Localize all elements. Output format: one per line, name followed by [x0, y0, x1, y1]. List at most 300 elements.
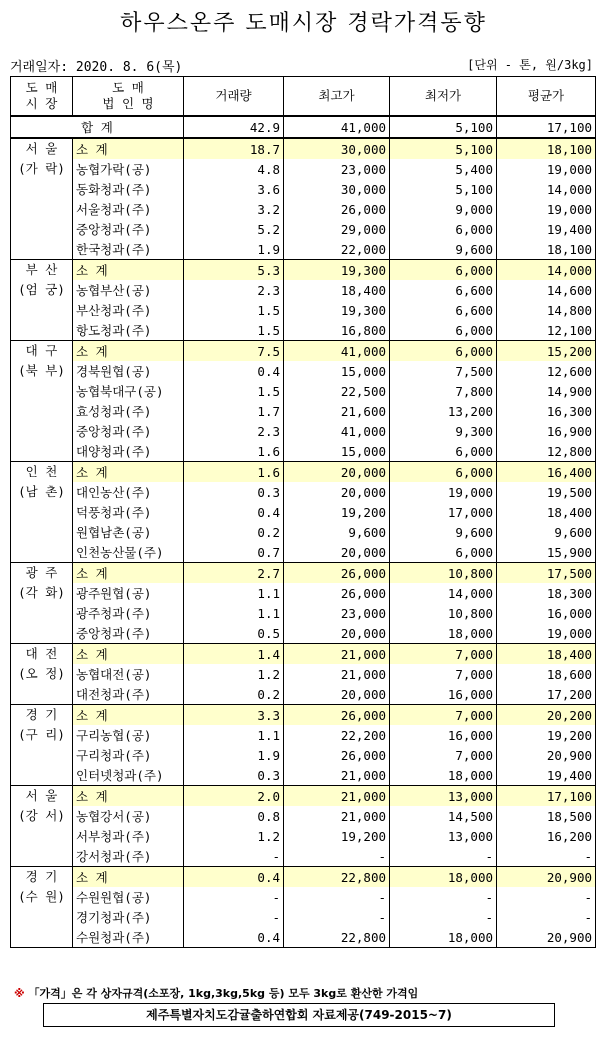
min-price-cell: - [390, 907, 497, 927]
volume-cell: 5.2 [184, 219, 284, 239]
max-price-cell: 21,000 [284, 786, 390, 807]
subtotal-row [11, 138, 596, 159]
market-name: 부 산 [11, 260, 73, 281]
max-price-cell: 22,800 [284, 927, 390, 948]
company-row [11, 603, 596, 623]
company-row [11, 927, 596, 948]
volume-cell: 1.6 [184, 462, 284, 483]
market-name: 서 울 [11, 786, 73, 807]
company-name: 대인농산(주) [73, 482, 184, 502]
volume-cell: 1.2 [184, 664, 284, 684]
max-price-cell: 26,000 [284, 583, 390, 603]
min-price-cell: 9,000 [390, 199, 497, 219]
market-location: (각 화) [11, 583, 73, 603]
volume-cell: 3.6 [184, 179, 284, 199]
avg-price-cell: 20,900 [497, 867, 596, 888]
min-price-cell: 7,000 [390, 745, 497, 765]
min-price-cell: 5,100 [390, 179, 497, 199]
company-name: 수원청과(주) [73, 927, 184, 948]
min-price-cell: 17,000 [390, 502, 497, 522]
avg-price-cell: 19,000 [497, 199, 596, 219]
max-price-cell: 29,000 [284, 219, 390, 239]
volume-cell: 1.5 [184, 300, 284, 320]
max-price-cell: 22,800 [284, 867, 390, 888]
volume-cell: 18.7 [184, 138, 284, 159]
unit-label: [단위 - 톤, 원/3kg] [467, 58, 593, 72]
company-row [11, 522, 596, 542]
min-price-cell: 6,000 [390, 341, 497, 362]
market-name: 경 기 [11, 705, 73, 726]
company-name: 한국청과(주) [73, 239, 184, 260]
avg-price-cell: 20,900 [497, 927, 596, 948]
avg-price-cell: 17,200 [497, 684, 596, 705]
min-price-cell: 13,200 [390, 401, 497, 421]
market-cell [11, 441, 73, 462]
volume-cell: 1.4 [184, 644, 284, 665]
min-price-cell: 14,500 [390, 806, 497, 826]
market-name: 광 주 [11, 563, 73, 584]
company-row [11, 300, 596, 320]
min-price-cell: 10,800 [390, 563, 497, 584]
avg-price-cell: 18,400 [497, 502, 596, 522]
min-price-cell: 18,000 [390, 867, 497, 888]
market-cell [11, 765, 73, 786]
volume-cell: 1.9 [184, 745, 284, 765]
market-cell [11, 381, 73, 401]
avg-price-cell: 19,400 [497, 219, 596, 239]
max-price-cell: 18,400 [284, 280, 390, 300]
volume-cell: 1.1 [184, 603, 284, 623]
volume-cell: 0.3 [184, 765, 284, 786]
market-cell [11, 239, 73, 260]
volume-cell: 0.7 [184, 542, 284, 563]
min-price-cell: - [390, 846, 497, 867]
subtotal-row [11, 644, 596, 665]
avg-price-cell: 14,600 [497, 280, 596, 300]
min-price-cell: 6,000 [390, 260, 497, 281]
volume-cell: 1.1 [184, 725, 284, 745]
max-price-cell: 41,000 [284, 341, 390, 362]
market-location: (남 촌) [11, 482, 73, 502]
max-price-cell: 20,000 [284, 542, 390, 563]
max-price-cell: 9,600 [284, 522, 390, 542]
volume-cell: - [184, 887, 284, 907]
min-price-cell: 6,000 [390, 462, 497, 483]
max-price-cell: 21,000 [284, 806, 390, 826]
company-name: 덕풍청과(주) [73, 502, 184, 522]
company-row [11, 199, 596, 219]
market-name: 서 울 [11, 138, 73, 159]
total-row [11, 116, 596, 138]
max-price-cell: 21,000 [284, 664, 390, 684]
company-name: 농협강서(공) [73, 806, 184, 826]
company-row [11, 219, 596, 239]
company-name: 경기청과(주) [73, 907, 184, 927]
avg-price-cell: - [497, 887, 596, 907]
min-price-cell: 9,300 [390, 421, 497, 441]
min-price-cell: 6,600 [390, 300, 497, 320]
footnote [14, 985, 418, 1001]
market-cell [11, 927, 73, 948]
min-price-cell: 6,000 [390, 542, 497, 563]
max-price-cell: 41,000 [284, 421, 390, 441]
company-name: 대전청과(주) [73, 684, 184, 705]
company-row [11, 280, 596, 300]
company-name: 구리청과(주) [73, 745, 184, 765]
company-row [11, 401, 596, 421]
min-price-cell: 9,600 [390, 239, 497, 260]
avg-price-cell: 16,200 [497, 826, 596, 846]
max-price-cell: - [284, 907, 390, 927]
company-name: 중앙청과(주) [73, 623, 184, 644]
volume-cell: 7.5 [184, 341, 284, 362]
total-max: 41,000 [284, 116, 390, 138]
volume-cell: 0.3 [184, 482, 284, 502]
company-name: 중앙청과(주) [73, 421, 184, 441]
header-row [11, 77, 596, 117]
max-price-cell: 23,000 [284, 603, 390, 623]
company-name: 효성청과(주) [73, 401, 184, 421]
avg-price-cell: 19,000 [497, 159, 596, 179]
volume-cell: 0.2 [184, 522, 284, 542]
min-price-cell: 7,500 [390, 361, 497, 381]
company-name: 원협남촌(공) [73, 522, 184, 542]
market-location: (북 부) [11, 361, 73, 381]
company-name: 구리농협(공) [73, 725, 184, 745]
volume-cell: 0.4 [184, 502, 284, 522]
header-company: 도 매 법 인 명 [73, 77, 184, 117]
avg-price-cell: 19,000 [497, 623, 596, 644]
max-price-cell: 26,000 [284, 705, 390, 726]
company-row [11, 846, 596, 867]
avg-price-cell: - [497, 907, 596, 927]
avg-price-cell: 17,500 [497, 563, 596, 584]
min-price-cell: 5,400 [390, 159, 497, 179]
max-price-cell: 30,000 [284, 138, 390, 159]
volume-cell: 1.1 [184, 583, 284, 603]
max-price-cell: 19,300 [284, 260, 390, 281]
company-name: 인천농산물(주) [73, 542, 184, 563]
company-row [11, 806, 596, 826]
volume-cell: 5.3 [184, 260, 284, 281]
min-price-cell: - [390, 887, 497, 907]
avg-price-cell: 19,500 [497, 482, 596, 502]
header-min: 최저가 [390, 77, 497, 117]
max-price-cell: 21,600 [284, 401, 390, 421]
company-name: 경북원협(공) [73, 361, 184, 381]
company-name: 소 계 [73, 260, 184, 281]
avg-price-cell: 16,300 [497, 401, 596, 421]
max-price-cell: 20,000 [284, 462, 390, 483]
min-price-cell: 7,000 [390, 705, 497, 726]
volume-cell: 2.0 [184, 786, 284, 807]
min-price-cell: 13,000 [390, 786, 497, 807]
avg-price-cell: 16,900 [497, 421, 596, 441]
market-cell [11, 623, 73, 644]
company-name: 서부청과(주) [73, 826, 184, 846]
avg-price-cell: 18,400 [497, 644, 596, 665]
company-name: 농협가락(공) [73, 159, 184, 179]
market-cell [11, 300, 73, 320]
header-volume: 거래량 [184, 77, 284, 117]
max-price-cell: 16,800 [284, 320, 390, 341]
max-price-cell: - [284, 846, 390, 867]
subtotal-row [11, 260, 596, 281]
company-row [11, 179, 596, 199]
avg-price-cell: - [497, 846, 596, 867]
avg-price-cell: 14,000 [497, 179, 596, 199]
avg-price-cell: 16,400 [497, 462, 596, 483]
volume-cell: 0.4 [184, 361, 284, 381]
max-price-cell: 26,000 [284, 563, 390, 584]
avg-price-cell: 12,100 [497, 320, 596, 341]
min-price-cell: 18,000 [390, 927, 497, 948]
company-name: 소 계 [73, 341, 184, 362]
avg-price-cell: 20,900 [497, 745, 596, 765]
avg-price-cell: 18,300 [497, 583, 596, 603]
market-location: (강 서) [11, 806, 73, 826]
avg-price-cell: 15,200 [497, 341, 596, 362]
market-cell [11, 603, 73, 623]
market-cell [11, 745, 73, 765]
min-price-cell: 6,000 [390, 441, 497, 462]
company-row [11, 684, 596, 705]
max-price-cell: 26,000 [284, 199, 390, 219]
market-cell [11, 907, 73, 927]
company-name: 농협부산(공) [73, 280, 184, 300]
page-title: 하우스온주 도매시장 경락가격동향 [120, 11, 487, 36]
volume-cell: 2.7 [184, 563, 284, 584]
company-row [11, 381, 596, 401]
min-price-cell: 6,600 [390, 280, 497, 300]
min-price-cell: 13,000 [390, 826, 497, 846]
avg-price-cell: 12,600 [497, 361, 596, 381]
min-price-cell: 6,000 [390, 320, 497, 341]
company-name: 농협북대구(공) [73, 381, 184, 401]
company-row [11, 745, 596, 765]
volume-cell: 1.9 [184, 239, 284, 260]
min-price-cell: 19,000 [390, 482, 497, 502]
total-min: 5,100 [390, 116, 497, 138]
company-name: 서울청과(주) [73, 199, 184, 219]
company-name: 항도청과(주) [73, 320, 184, 341]
volume-cell: 0.4 [184, 927, 284, 948]
market-location: (오 정) [11, 664, 73, 684]
avg-price-cell: 14,800 [497, 300, 596, 320]
min-price-cell: 7,000 [390, 664, 497, 684]
max-price-cell: 23,000 [284, 159, 390, 179]
footnote-text: 「가격」은 각 상자규격(소포장, 1kg,3kg,5kg 등) 모두 3kg로 환산한 가격임 [28, 987, 419, 1000]
company-name: 소 계 [73, 138, 184, 159]
total-volume: 42.9 [184, 116, 284, 138]
company-row [11, 239, 596, 260]
max-price-cell: 30,000 [284, 179, 390, 199]
company-row [11, 664, 596, 684]
market-cell [11, 502, 73, 522]
min-price-cell: 7,000 [390, 644, 497, 665]
market-name: 경 기 [11, 867, 73, 888]
avg-price-cell: 18,600 [497, 664, 596, 684]
footnote-mark: ※ [14, 987, 25, 1000]
company-name: 농협대전(공) [73, 664, 184, 684]
volume-cell: 3.2 [184, 199, 284, 219]
company-row [11, 320, 596, 341]
min-price-cell: 14,000 [390, 583, 497, 603]
min-price-cell: 10,800 [390, 603, 497, 623]
company-row [11, 826, 596, 846]
company-name: 강서청과(주) [73, 846, 184, 867]
avg-price-cell: 17,100 [497, 786, 596, 807]
market-name: 대 구 [11, 341, 73, 362]
company-row [11, 421, 596, 441]
company-row [11, 887, 596, 907]
market-name: 대 전 [11, 644, 73, 665]
company-name: 소 계 [73, 644, 184, 665]
market-location: (가 락) [11, 159, 73, 179]
total-avg: 17,100 [497, 116, 596, 138]
max-price-cell: 21,000 [284, 765, 390, 786]
avg-price-cell: 12,800 [497, 441, 596, 462]
company-row [11, 542, 596, 563]
volume-cell: - [184, 907, 284, 927]
max-price-cell: 20,000 [284, 623, 390, 644]
market-cell [11, 421, 73, 441]
price-table [10, 76, 596, 948]
market-cell [11, 684, 73, 705]
max-price-cell: 22,200 [284, 725, 390, 745]
volume-cell: 0.2 [184, 684, 284, 705]
total-label: 합 계 [11, 116, 184, 138]
market-location: (수 원) [11, 887, 73, 907]
subtotal-row [11, 705, 596, 726]
company-row [11, 907, 596, 927]
market-cell [11, 542, 73, 563]
header-market: 도 매 시 장 [11, 77, 73, 117]
min-price-cell: 18,000 [390, 623, 497, 644]
source-box: 제주특별자치도감귤출하연합회 자료제공(749-2015~7) [43, 1003, 555, 1027]
min-price-cell: 7,800 [390, 381, 497, 401]
min-price-cell: 16,000 [390, 725, 497, 745]
market-cell [11, 401, 73, 421]
market-cell [11, 846, 73, 867]
company-row [11, 623, 596, 644]
company-name: 부산청과(주) [73, 300, 184, 320]
company-row [11, 502, 596, 522]
min-price-cell: 16,000 [390, 684, 497, 705]
market-cell [11, 826, 73, 846]
min-price-cell: 18,000 [390, 765, 497, 786]
header-avg: 평균가 [497, 77, 596, 117]
avg-price-cell: 9,600 [497, 522, 596, 542]
market-cell [11, 219, 73, 239]
max-price-cell: 26,000 [284, 745, 390, 765]
avg-price-cell: 18,500 [497, 806, 596, 826]
subtotal-row [11, 341, 596, 362]
company-name: 동화청과(주) [73, 179, 184, 199]
volume-cell: 3.3 [184, 705, 284, 726]
company-row [11, 725, 596, 745]
volume-cell: 1.7 [184, 401, 284, 421]
market-cell [11, 320, 73, 341]
min-price-cell: 6,000 [390, 219, 497, 239]
avg-price-cell: 14,900 [497, 381, 596, 401]
max-price-cell: 22,000 [284, 239, 390, 260]
company-name: 대양청과(주) [73, 441, 184, 462]
max-price-cell: 15,000 [284, 361, 390, 381]
company-row [11, 361, 596, 381]
market-location: (구 리) [11, 725, 73, 745]
company-row [11, 441, 596, 462]
market-name: 인 천 [11, 462, 73, 483]
max-price-cell: 20,000 [284, 684, 390, 705]
market-cell [11, 199, 73, 219]
max-price-cell: 19,300 [284, 300, 390, 320]
company-row [11, 482, 596, 502]
company-name: 소 계 [73, 462, 184, 483]
volume-cell: 0.5 [184, 623, 284, 644]
company-name: 광주청과(주) [73, 603, 184, 623]
company-name: 소 계 [73, 867, 184, 888]
volume-cell: 0.8 [184, 806, 284, 826]
company-name: 중앙청과(주) [73, 219, 184, 239]
avg-price-cell: 16,000 [497, 603, 596, 623]
volume-cell: 4.8 [184, 159, 284, 179]
avg-price-cell: 14,000 [497, 260, 596, 281]
trade-date: 거래일자: 2020. 8. 6(목) [10, 60, 183, 75]
avg-price-cell: 18,100 [497, 239, 596, 260]
company-name: 소 계 [73, 786, 184, 807]
min-price-cell: 5,100 [390, 138, 497, 159]
max-price-cell: 21,000 [284, 644, 390, 665]
volume-cell: 0.4 [184, 867, 284, 888]
min-price-cell: 9,600 [390, 522, 497, 542]
max-price-cell: 20,000 [284, 482, 390, 502]
company-name: 수원원협(공) [73, 887, 184, 907]
max-price-cell: - [284, 887, 390, 907]
company-name: 소 계 [73, 563, 184, 584]
max-price-cell: 22,500 [284, 381, 390, 401]
avg-price-cell: 19,400 [497, 765, 596, 786]
volume-cell: 2.3 [184, 280, 284, 300]
market-cell [11, 179, 73, 199]
volume-cell: - [184, 846, 284, 867]
subtotal-row [11, 786, 596, 807]
avg-price-cell: 15,900 [497, 542, 596, 563]
subtotal-row [11, 867, 596, 888]
subtotal-row [11, 563, 596, 584]
company-name: 광주원협(공) [73, 583, 184, 603]
company-row [11, 159, 596, 179]
market-cell [11, 522, 73, 542]
max-price-cell: 15,000 [284, 441, 390, 462]
company-row [11, 583, 596, 603]
volume-cell: 1.5 [184, 381, 284, 401]
company-name: 인터넷청과(주) [73, 765, 184, 786]
company-name: 소 계 [73, 705, 184, 726]
avg-price-cell: 19,200 [497, 725, 596, 745]
subtotal-row [11, 462, 596, 483]
volume-cell: 1.2 [184, 826, 284, 846]
volume-cell: 1.5 [184, 320, 284, 341]
volume-cell: 2.3 [184, 421, 284, 441]
max-price-cell: 19,200 [284, 826, 390, 846]
avg-price-cell: 18,100 [497, 138, 596, 159]
header-max: 최고가 [284, 77, 390, 117]
max-price-cell: 19,200 [284, 502, 390, 522]
avg-price-cell: 20,200 [497, 705, 596, 726]
market-location: (엄 궁) [11, 280, 73, 300]
company-row [11, 765, 596, 786]
